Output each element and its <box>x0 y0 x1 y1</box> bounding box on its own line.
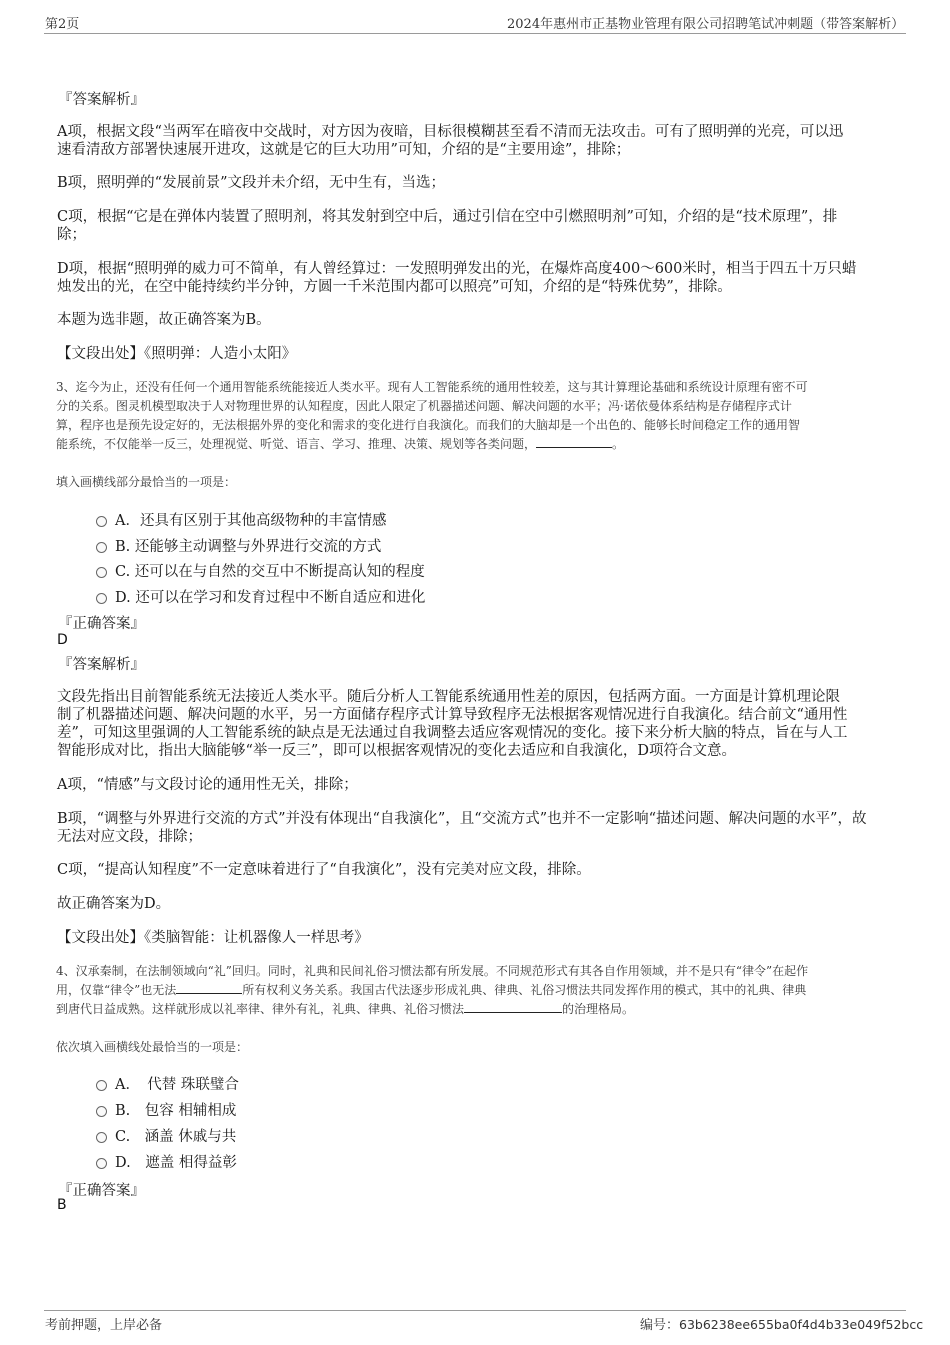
q3-correct-answer: D <box>57 632 68 648</box>
q4-stem: 依次填入画横线处最恰当的一项是： <box>56 1040 249 1054</box>
radio-icon[interactable] <box>96 516 107 527</box>
q3-explanation-a: A项，“情感”与文段讨论的通用性无关，排除； <box>57 777 358 793</box>
footer-slogan: 考前押题，上岸必备 <box>45 1318 163 1333</box>
q3-option-c[interactable]: C. 还可以在与自然的交互中不断提高认知的程度 <box>96 560 425 581</box>
q3-source: 【文段出处】《类脑智能：让机器像人一样思考》 <box>57 930 369 946</box>
q3-stem: 填入画横线部分最恰当的一项是： <box>56 475 237 489</box>
q4-option-b[interactable]: B. 包容 相辅相成 <box>96 1099 236 1120</box>
q3-b-line1: B项，“调整与外界进行交流的方式”并没有体现出“自我演化”，且“交流方式”也并不一定影响“描述问题、解决问题的水平”，故 <box>57 811 867 827</box>
q4-correct-label: 『正确答案』 <box>58 1183 145 1199</box>
q3-option-a[interactable]: A．还具有区别于其他高级物种的丰富情感 <box>96 509 386 530</box>
q2-a-line2: 速看清敌方部署快速展开进攻，这就是它的巨大功用”可知，介绍的是“主要用途”，排除； <box>57 142 631 158</box>
radio-icon[interactable] <box>96 1080 107 1091</box>
footer-divider <box>44 1310 906 1311</box>
q4-line1: 4、汉承秦制，在法制领域向“礼”回归。同时，礼典和民间礼俗习惯法都有所发展。不同规范形式有其各自作用领域，并不是只有“律令”在起作 <box>56 964 809 978</box>
q2-conclusion: 本题为选非题，故正确答案为B。 <box>57 312 271 328</box>
q2-explanation-c <box>57 208 883 244</box>
q2-d-line2: 烛发出的光，在空中能持续约半分钟，方圆一千米范围内都可以照亮”可知，介绍的是“特殊优势”，排除。 <box>57 279 732 295</box>
q3-analysis-label: 『答案解析』 <box>58 657 145 673</box>
q3-b-line2: 无法对应文段，排除； <box>57 829 202 845</box>
q4-option-a[interactable]: A． 代替 珠联璧合 <box>96 1073 239 1094</box>
fill-blank <box>176 981 242 994</box>
header-divider <box>44 33 906 34</box>
radio-icon[interactable] <box>96 1106 107 1117</box>
q3-line1: 3、迄今为止，还没有任何一个通用智能系统能接近人类水平。现有人工智能系统的通用性较差，这与其计算理论基础和系统设计原理有密不可 <box>56 380 808 394</box>
q2-c-line1: C项，根据“它是在弹体内装置了照明剂，将其发射到空中后，通过引信在空中引燃照明剂”可知，介绍的是“技术原理”，排 <box>57 209 838 225</box>
document-title: 2024年惠州市正基物业管理有限公司招聘笔试冲刺题（带答案解析） <box>507 17 905 32</box>
q3-passage <box>56 378 896 454</box>
q3-line4: 能系统，不仅能举一反三，处理视觉、听觉、语言、学习、推理、决策、规划等各类问题， 。 <box>56 437 625 451</box>
radio-icon[interactable] <box>96 593 107 604</box>
q3-explanation-b <box>57 810 883 846</box>
q3-e-line3: 差”，可知这里强调的人工智能系统的缺点是无法通过自我调整去适应客观情况的变化。接下来分析大脑的特点，旨在与人工 <box>57 725 848 741</box>
q2-analysis-label: 『答案解析』 <box>58 92 145 108</box>
q2-explanation-a <box>57 123 883 159</box>
q4-correct-answer: B <box>57 1197 67 1213</box>
radio-icon[interactable] <box>96 1158 107 1169</box>
q3-e-line1: 文段先指出目前智能系统无法接近人类水平。随后分析人工智能系统通用性差的原因，包括两方面。一方面是计算机理论限 <box>57 689 840 705</box>
q2-c-line2: 除； <box>57 227 86 243</box>
q3-line2: 分的关系。图灵机模型取决于人对物理世界的认知程度，因此人限定了机器描述问题、解决问题的水平；冯·诺依曼体系结构是存储程序式计 <box>56 399 792 413</box>
q4-option-d[interactable]: D. 遮盖 相得益彰 <box>96 1151 237 1172</box>
q2-explanation-b: B项，照明弹的“发展前景”文段并未介绍，无中生有，当选； <box>57 175 445 191</box>
q3-option-b[interactable]: B. 还能够主动调整与外界进行交流的方式 <box>96 535 381 556</box>
fill-blank <box>536 435 612 448</box>
page-number: 第2页 <box>45 17 80 32</box>
q2-source: 【文段出处】《照明弹：人造小太阳》 <box>57 346 297 362</box>
q3-option-d[interactable]: D. 还可以在学习和发育过程中不断自适应和进化 <box>96 586 425 607</box>
q4-passage <box>56 962 896 1019</box>
q2-explanation-d <box>57 260 883 296</box>
q3-correct-label: 『正确答案』 <box>58 616 145 632</box>
radio-icon[interactable] <box>96 1132 107 1143</box>
radio-icon[interactable] <box>96 542 107 553</box>
q2-d-line1: D项，根据“照明弹的威力可不简单，有人曾经算过：一发照明弹发出的光，在爆炸高度400～600米时，相当于四五十万只蜡 <box>57 261 857 277</box>
q3-explanation <box>57 688 883 760</box>
radio-icon[interactable] <box>96 567 107 578</box>
q3-e-line2: 制了机器描述问题、解决问题的水平，另一方面储存程序式计算导致程序无法根据客观情况进行自我演化。结合前文“通用性 <box>57 707 848 723</box>
q4-option-c[interactable]: C. 涵盖 休戚与共 <box>96 1125 236 1146</box>
fill-blank <box>464 1000 562 1013</box>
q3-conclusion: 故正确答案为D。 <box>57 896 171 912</box>
q4-line2: 用，仅靠“律令”也无法 所有权利义务关系。我国古代法逐步形成礼典、律典、礼俗习惯法共同发挥作用的模式，其中的礼典、律典 <box>56 983 807 997</box>
footer-id: 编号：63b6238ee655ba0f4d4b33e049f52bcc <box>640 1317 924 1333</box>
q3-line3: 算，程序也是预先设定好的，无法根据外界的变化和需求的变化进行自我演化。而我们的大脑却是一个出色的、能够长时间稳定工作的通用智 <box>56 418 801 432</box>
q2-a-line1: A项，根据文段“当两军在暗夜中交战时，对方因为夜暗，目标很模糊甚至看不清而无法攻击。可有了照明弹的光亮，可以迅 <box>57 124 844 140</box>
q3-e-line4: 智能形成对比，指出大脑能够“举一反三”，即可以根据客观情况的变化去适应和自我演化，D项符合文意。 <box>57 743 736 759</box>
q3-explanation-c: C项，“提高认知程度”不一定意味着进行了“自我演化”，没有完美对应文段，排除。 <box>57 862 591 878</box>
q4-line3: 到唐代日益成熟。这样就形成以礼率律、律外有礼，礼典、律典、礼俗习惯法 的治理格局。 <box>56 1002 635 1016</box>
